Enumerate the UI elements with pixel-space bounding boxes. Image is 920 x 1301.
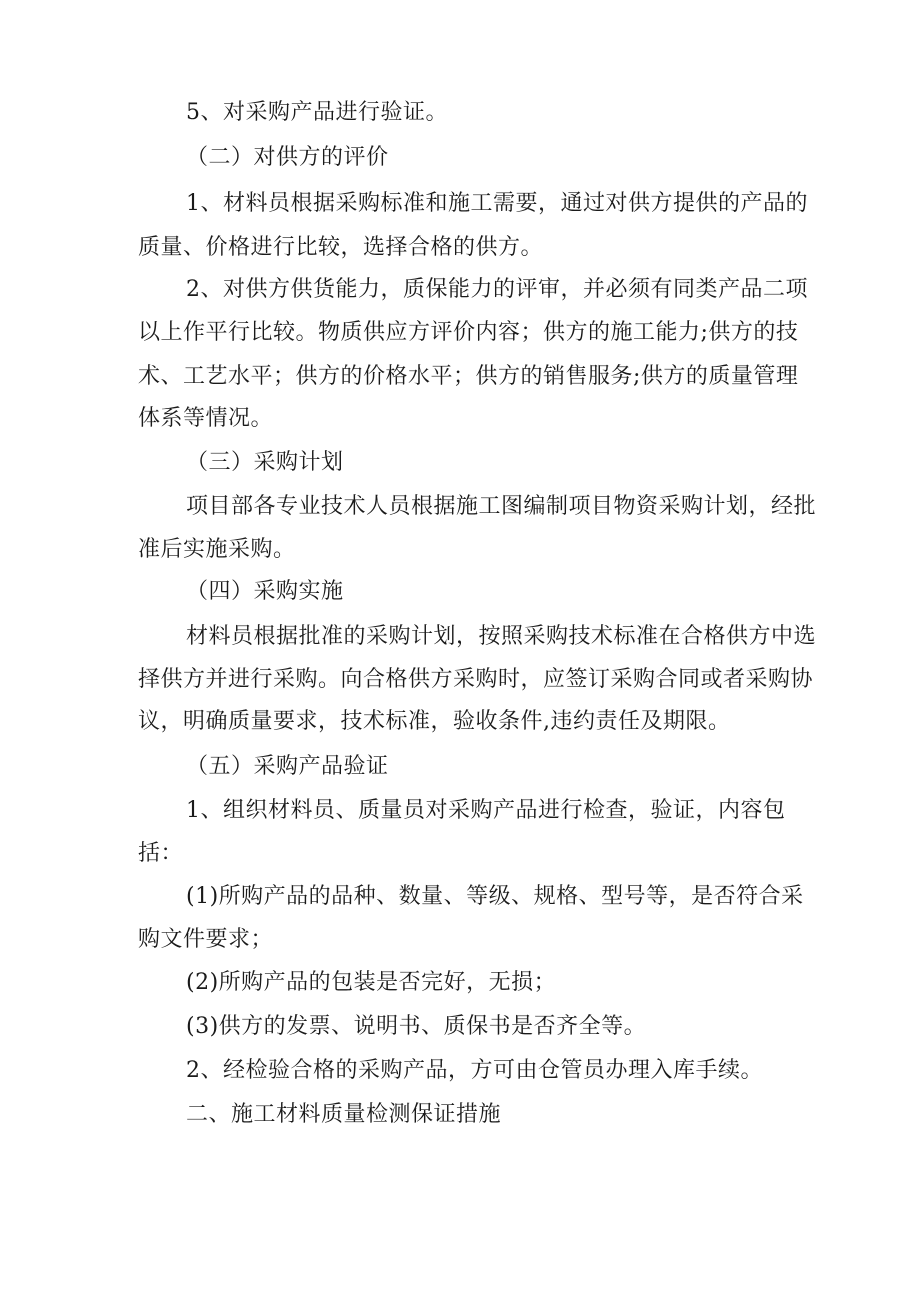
text-line: 5、对采购产品进行验证。 — [186, 100, 448, 125]
text-line: 择供方并进行采购。向合格供方采购时，应签订采购合同或者采购协 — [138, 667, 814, 692]
text-line: 准后实施采购。 — [138, 537, 296, 562]
text-line: 1、组织材料员、质量员对采购产品进行检查，验证，内容包 — [186, 798, 786, 823]
section-heading: 二、施工材料质量检测保证措施 — [186, 1102, 502, 1127]
section-heading: （四）采购实施 — [186, 579, 344, 604]
text-line: (1)所购产品的品种、数量、等级、规格、型号等，是否符合采 — [186, 884, 804, 909]
text-line: 2、经检验合格的采购产品，方可由仓管员办理入库手续。 — [186, 1058, 763, 1083]
text-line: (3)供方的发票、说明书、质保书是否齐全等。 — [186, 1014, 647, 1039]
text-line: 材料员根据批准的采购计划，按照采购技术标准在合格供方中选 — [186, 624, 817, 649]
section-heading: （五）采购产品验证 — [186, 754, 389, 779]
text-line: 议，明确质量要求，技术标准，验收条件,违约责任及期限。 — [138, 709, 731, 734]
section-heading: （三）采购计划 — [186, 450, 344, 475]
text-line: 体系等情况。 — [138, 406, 274, 431]
text-line: 质量、价格进行比较，选择合格的供方。 — [138, 235, 544, 260]
text-line: 以上作平行比较。物质供应方评价内容；供方的施工能力;供方的技 — [138, 320, 799, 345]
text-line: 括： — [138, 841, 184, 866]
text-line: 项目部各专业技术人员根据施工图编制项目物资采购计划，经批 — [186, 494, 817, 519]
text-line: 术、工艺水平；供方的价格水平；供方的销售服务;供方的质量管理 — [138, 364, 799, 389]
text-line: (2)所购产品的包装是否完好，无损； — [186, 970, 557, 995]
section-heading: （二）对供方的评价 — [186, 145, 389, 170]
text-line: 2、对供方供货能力，质保能力的评审，并必须有同类产品二项 — [186, 277, 808, 302]
text-line: 购文件要求； — [138, 927, 274, 952]
text-line: 1、材料员根据采购标准和施工需要，通过对供方提供的产品的 — [186, 191, 808, 216]
